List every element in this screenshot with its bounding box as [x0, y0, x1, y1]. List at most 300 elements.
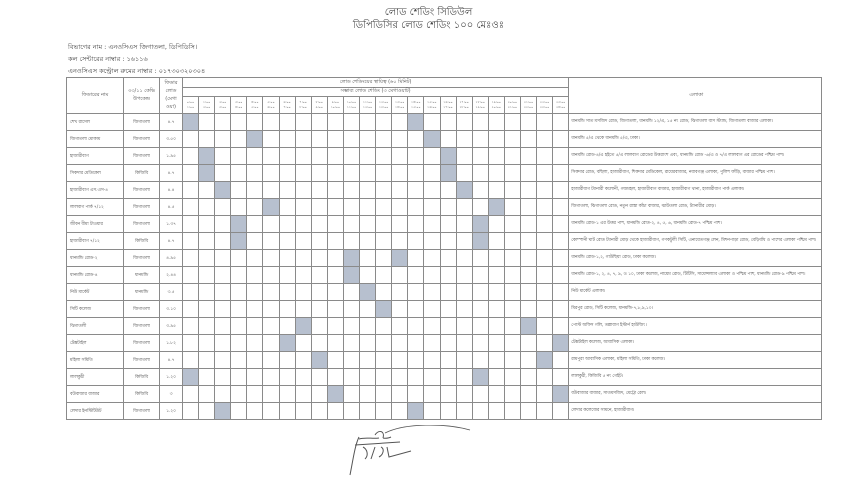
time-slot-header	[263, 97, 279, 114]
header-load: ফিডার লোড (মেগা ওয়া)	[160, 78, 183, 114]
shedding-slot	[520, 182, 536, 199]
shedding-slot	[520, 335, 536, 352]
shedding-slot	[440, 386, 456, 403]
shedding-slot	[504, 403, 520, 420]
shedding-slot	[343, 318, 359, 335]
shedding-slot	[424, 233, 440, 250]
feeder-load: ৩.৯৫	[160, 318, 183, 335]
shedding-slot	[408, 148, 424, 165]
shedding-slot	[456, 369, 472, 386]
table-row	[67, 199, 822, 216]
slot-end: ৬:০০	[267, 105, 275, 109]
shedding-slot	[488, 335, 504, 352]
slot-start: ২২:০০	[539, 100, 550, 104]
shedding-slot	[295, 250, 311, 267]
feeder-name: মহিলা সমিতি	[67, 352, 124, 369]
shedding-slot	[279, 199, 295, 216]
shedding-slot	[215, 386, 231, 403]
shedding-slot	[504, 182, 520, 199]
slot-start: ১৮:০০	[475, 100, 485, 104]
shedding-slot	[311, 131, 327, 148]
table-row	[67, 233, 822, 250]
feeder-name: লালবাগ পার্ক ৭/১২	[67, 199, 124, 216]
shedding-slot	[456, 335, 472, 352]
shedding-slot	[376, 318, 392, 335]
slot-end: ১৮:০০	[459, 105, 469, 109]
shedding-slot	[488, 369, 504, 386]
shedding-slot	[311, 335, 327, 352]
feeder-name: ঝিগাতলী	[67, 318, 124, 335]
area-description: লেদার কলেজের সামনে, হাজারীবাগ।	[569, 403, 822, 420]
slot-end: ১:০০	[186, 105, 195, 109]
shedding-slot	[311, 114, 327, 131]
shedding-slot	[553, 403, 569, 420]
shedding-slot	[392, 267, 408, 284]
shedding-slot	[263, 318, 279, 335]
shedding-slot	[327, 250, 343, 267]
slot-end: ২:০০	[202, 105, 211, 109]
area-description: সিকদার রোড, বছিলা, হাজারীবাগ, শিকদার মেডিকেল, রায়েরবাজার, নবাবগঞ্জ এলাকা, পুলিশ ফাঁড়ি, বাজার পশ্চিম পাশ।	[569, 165, 822, 182]
shedding-slot	[343, 233, 359, 250]
shedding-slot	[424, 267, 440, 284]
table-row	[67, 131, 822, 148]
feeder-name: জীবন বীমা টাওয়ার	[67, 216, 124, 233]
shedding-slot-active	[408, 114, 424, 131]
shedding-slot	[215, 131, 231, 148]
time-slot-header	[504, 97, 520, 114]
shedding-slot	[376, 182, 392, 199]
shedding-slot	[183, 250, 199, 267]
schedule-body	[67, 114, 822, 420]
shedding-slot-active	[231, 216, 247, 233]
shedding-slot	[504, 216, 520, 233]
shedding-slot	[537, 386, 553, 403]
shedding-slot	[392, 233, 408, 250]
shedding-slot	[311, 369, 327, 386]
shedding-slot	[456, 267, 472, 284]
shedding-slot	[456, 233, 472, 250]
shedding-slot	[295, 267, 311, 284]
shedding-slot-active	[215, 182, 231, 199]
feeder-name: শেখ রাসেল	[67, 114, 124, 131]
shedding-slot	[504, 233, 520, 250]
slot-end: ১৫:০০	[411, 105, 421, 109]
feeder-name: হাজারীবাগ এস.এস-৪	[67, 182, 124, 199]
shedding-slot-active	[183, 114, 199, 131]
time-slot-header	[392, 97, 408, 114]
shedding-slot	[327, 233, 343, 250]
table-row	[67, 250, 822, 267]
area-description: জিগাতলা, ঝিগাতলা রোড, নতুন রাস্তা কাঁচা বাজার, ঝাউতলা রোড, ট্যানারীর মোড়।	[569, 199, 822, 216]
shedding-slot	[199, 369, 215, 386]
shedding-slot	[231, 369, 247, 386]
shedding-slot	[343, 301, 359, 318]
area-description: ধানমন্ডি রোড-১, ২, ৪, ৭, ৯, ও ১০, ঢাকা কলেজ, নায়েম রোড, টিটিসি, সায়েন্সল্যাব এলাকা ও পশ্চিম পাশ, ধানমন্ডি রোড-৯ পশ্চিম পাশ।	[569, 267, 822, 284]
shedding-slot	[215, 114, 231, 131]
shedding-slot	[456, 148, 472, 165]
shedding-slot	[231, 267, 247, 284]
shedding-slot	[472, 335, 488, 352]
shedding-slot	[408, 386, 424, 403]
shedding-slot	[311, 318, 327, 335]
shedding-slot	[183, 403, 199, 420]
shedding-slot	[520, 369, 536, 386]
shedding-slot	[408, 250, 424, 267]
shedding-slot	[279, 301, 295, 318]
shedding-slot	[279, 318, 295, 335]
table-row	[67, 386, 822, 403]
shedding-slot	[231, 386, 247, 403]
shedding-slot	[199, 131, 215, 148]
slot-end: ১৪:০০	[395, 105, 405, 109]
feeder-name: সিটি কলেজ	[67, 301, 124, 318]
shedding-slot	[553, 148, 569, 165]
control-room-number: এনওসিএস কন্ট্রোল রুমের নাম্বার : ০১৭৩০৩২০৩০৪	[68, 67, 206, 75]
slot-end: ২৪:০০	[556, 105, 566, 109]
shedding-slot	[456, 165, 472, 182]
shedding-slot	[376, 165, 392, 182]
shedding-slot	[520, 267, 536, 284]
shedding-slot	[279, 165, 295, 182]
area-description: ধানমন্ডি রোড-১,২, গাউছিয়া রোড, ঢাকা কলেজ।	[569, 250, 822, 267]
shedding-slot	[537, 284, 553, 301]
shedding-slot	[537, 216, 553, 233]
shedding-slot	[360, 301, 376, 318]
shedding-slot	[247, 250, 263, 267]
time-slot-header	[279, 97, 295, 114]
shedding-slot	[488, 403, 504, 420]
shedding-slot	[263, 403, 279, 420]
slot-start: ৩:০০	[235, 100, 243, 104]
shedding-slot	[183, 165, 199, 182]
slot-start: ১৩:০০	[395, 100, 405, 104]
substation-name: কিজিবি	[124, 233, 160, 250]
slot-start: ১৫:০০	[427, 100, 437, 104]
shedding-slot-active	[327, 386, 343, 403]
shedding-slot	[504, 301, 520, 318]
area-description: কোম্পানী ঘাট রোড ট্যানারী মোড় থেকে হাজারীবাগ, গণকটুলী সিটি, এনায়েতগঞ্জ লেন, মিশনপাড়া রোড, বেড়িবাঁধ ও পাশের এলাকা পশ্চিম পাশ।	[569, 233, 822, 250]
shedding-slot-active	[343, 267, 359, 284]
shedding-slot-active	[279, 335, 295, 352]
slot-end: ২৩:০০	[539, 105, 550, 109]
shedding-slot	[408, 199, 424, 216]
shedding-slot	[488, 386, 504, 403]
shedding-slot	[520, 148, 536, 165]
shedding-slot	[311, 386, 327, 403]
feeder-load: ৪.৪	[160, 182, 183, 199]
shedding-slot	[520, 199, 536, 216]
slot-end: ৫:০০	[251, 105, 259, 109]
shedding-slot-active	[472, 233, 488, 250]
shedding-slot	[183, 182, 199, 199]
shedding-slot	[247, 386, 263, 403]
shedding-slot	[295, 148, 311, 165]
shedding-slot	[376, 335, 392, 352]
shedding-slot	[295, 216, 311, 233]
slot-end: ২১:০০	[507, 105, 518, 109]
shedding-slot	[376, 386, 392, 403]
slot-end: ১১:০০	[346, 105, 357, 109]
shedding-slot	[360, 165, 376, 182]
shedding-slot	[247, 182, 263, 199]
shedding-slot	[472, 386, 488, 403]
shedding-slot	[360, 114, 376, 131]
shedding-slot	[440, 216, 456, 233]
shedding-slot	[343, 335, 359, 352]
shedding-slot	[472, 250, 488, 267]
shedding-slot	[327, 148, 343, 165]
shedding-slot	[327, 335, 343, 352]
shedding-slot	[311, 233, 327, 250]
shedding-slot	[327, 199, 343, 216]
shedding-slot	[327, 352, 343, 369]
shedding-slot	[504, 148, 520, 165]
shedding-slot	[472, 284, 488, 301]
shedding-slot	[343, 369, 359, 386]
shedding-slot	[327, 301, 343, 318]
shedding-slot-active	[295, 318, 311, 335]
table-row	[67, 352, 822, 369]
substation-name: জিগাতলা	[124, 318, 160, 335]
feeder-name: ধানমন্ডি রোড-৪	[67, 267, 124, 284]
shedding-slot	[311, 250, 327, 267]
area-description: ধানমন্ডি রোড-৪/এ হইতে ৫/এ লালবাগ রোডের উত্তরাংশ এবং, ধানমন্ডি রোড -৬/এ ও ৭/এ লালবাগ এর রোডের পশ্চিম পাশ।	[569, 148, 822, 165]
shedding-slot	[247, 165, 263, 182]
shedding-slot	[215, 369, 231, 386]
shedding-slot	[279, 216, 295, 233]
load-shedding-table	[66, 77, 822, 420]
shedding-slot	[295, 369, 311, 386]
shedding-slot-active	[488, 199, 504, 216]
shedding-slot	[376, 131, 392, 148]
shedding-slot	[215, 284, 231, 301]
shedding-slot	[424, 335, 440, 352]
shedding-slot	[392, 284, 408, 301]
shedding-slot	[392, 403, 408, 420]
feeder-name: সিকদার মেডিকেল	[67, 165, 124, 182]
slot-end: ১৭:০০	[443, 105, 453, 109]
shedding-slot	[231, 352, 247, 369]
feeder-name: ধানমন্ডি রোড-২	[67, 250, 124, 267]
slot-start: ২৩:০০	[556, 100, 566, 104]
shedding-slot	[553, 250, 569, 267]
shedding-slot	[263, 216, 279, 233]
shedding-slot	[279, 386, 295, 403]
shedding-slot	[311, 267, 327, 284]
slot-start: ১২:০০	[378, 100, 389, 104]
shedding-slot	[504, 284, 520, 301]
shedding-slot	[183, 267, 199, 284]
shedding-slot	[456, 284, 472, 301]
shedding-slot	[537, 369, 553, 386]
time-slot-header	[537, 97, 553, 114]
time-slot-header	[520, 97, 536, 114]
feeder-load: ১.৯৫	[160, 148, 183, 165]
slot-end: ৯:০০	[315, 105, 323, 109]
substation-name: জিগাতলা	[124, 335, 160, 352]
shedding-slot	[231, 301, 247, 318]
substation-name: জিগাতলা	[124, 199, 160, 216]
shedding-slot	[553, 165, 569, 182]
shedding-slot	[456, 403, 472, 420]
shedding-slot	[215, 165, 231, 182]
shedding-slot	[343, 352, 359, 369]
shedding-slot	[472, 318, 488, 335]
shedding-slot	[520, 216, 536, 233]
shedding-slot	[440, 182, 456, 199]
shedding-slot	[440, 233, 456, 250]
shedding-slot	[472, 165, 488, 182]
time-slot-header	[215, 97, 231, 114]
slot-start: ১:০০	[202, 100, 211, 104]
shedding-slot	[215, 318, 231, 335]
header-feeder: ফিডারের নাম	[67, 78, 124, 114]
feeder-name: জিগাতলা মোকাম	[67, 131, 124, 148]
shedding-slot	[424, 284, 440, 301]
slot-end: ২০:০০	[491, 105, 502, 109]
feeder-name: লেদার ইনস্টিটিউট	[67, 403, 124, 420]
area-description: ধানমন্ডি সাত মসজিদ রোড, জিগাতলা, ধানমন্ডি ১২/এ, ১৫ নং রোড, ঝিগাতলা বাস স্ট্যান্ড, জিগাতলা বাজার এলাকা।	[569, 114, 822, 131]
shedding-slot	[520, 165, 536, 182]
table-row	[67, 216, 822, 233]
shedding-slot	[311, 301, 327, 318]
document-subtitle: ডিপিডিসির লোড শেডিং ১০০ মেঃওঃ	[352, 20, 505, 31]
shedding-slot	[311, 403, 327, 420]
slot-start: ৪:০০	[251, 100, 259, 104]
shedding-slot	[553, 284, 569, 301]
shedding-slot-active	[247, 131, 263, 148]
shedding-slot	[279, 131, 295, 148]
shedding-slot	[520, 131, 536, 148]
table-row	[67, 114, 822, 131]
shedding-slot	[504, 199, 520, 216]
feeder-load: ৩.১০	[160, 301, 183, 318]
shedding-slot	[343, 114, 359, 131]
shedding-slot	[553, 301, 569, 318]
shedding-slot	[327, 403, 343, 420]
shedding-slot	[553, 352, 569, 369]
shedding-slot	[295, 165, 311, 182]
time-slot-header	[199, 97, 215, 114]
shedding-slot	[215, 267, 231, 284]
shedding-slot	[295, 403, 311, 420]
shedding-slot	[360, 403, 376, 420]
shedding-slot	[424, 369, 440, 386]
slot-start: ৬:০০	[283, 100, 291, 104]
substation-name: জিগাতলা	[124, 403, 160, 420]
shedding-slot	[247, 199, 263, 216]
shedding-slot	[456, 114, 472, 131]
header-total-shedding: সম্ভাব্য লোড শেডিং (৩ মেগাওয়াট)	[183, 88, 569, 97]
table-row	[67, 165, 822, 182]
shedding-slot	[488, 148, 504, 165]
shedding-slot	[520, 386, 536, 403]
time-slot-header	[311, 97, 327, 114]
shedding-slot	[183, 233, 199, 250]
slot-end: ৪:০০	[235, 105, 243, 109]
shedding-slot	[183, 131, 199, 148]
shedding-slot	[472, 267, 488, 284]
shedding-slot	[183, 216, 199, 233]
shedding-slot	[440, 250, 456, 267]
slot-start: ৯:০০	[331, 100, 340, 104]
time-slot-header	[183, 97, 199, 114]
signature-icon	[345, 425, 485, 480]
shedding-slot	[183, 199, 199, 216]
substation-name: জিগাতলা	[124, 216, 160, 233]
time-slot-header	[327, 97, 343, 114]
shedding-slot	[343, 284, 359, 301]
shedding-slot	[392, 335, 408, 352]
shedding-slot	[247, 114, 263, 131]
shedding-slot	[456, 301, 472, 318]
shedding-slot-active	[311, 352, 327, 369]
call-center-number: কল সেন্টারের নাম্বার : ১৬১১৬	[68, 55, 148, 63]
substation-name: ধানমন্ডি	[124, 284, 160, 301]
shedding-slot	[504, 165, 520, 182]
shedding-slot	[488, 182, 504, 199]
shedding-slot	[553, 199, 569, 216]
shedding-slot	[311, 148, 327, 165]
feeder-load: ৪.৭	[160, 233, 183, 250]
shedding-slot	[392, 199, 408, 216]
feeder-name: নিউ মার্কেট	[67, 284, 124, 301]
shedding-slot	[376, 284, 392, 301]
shedding-slot	[311, 216, 327, 233]
shedding-slot	[504, 386, 520, 403]
shedding-slot	[183, 148, 199, 165]
shedding-slot	[183, 284, 199, 301]
shedding-slot	[537, 165, 553, 182]
shedding-slot	[424, 250, 440, 267]
shedding-slot	[360, 267, 376, 284]
slot-end: ১০:০০	[330, 105, 341, 109]
shedding-slot	[247, 148, 263, 165]
shedding-slot	[488, 233, 504, 250]
shedding-slot	[295, 199, 311, 216]
shedding-slot	[199, 182, 215, 199]
shedding-slot	[215, 233, 231, 250]
shedding-slot	[343, 131, 359, 148]
time-slot-header	[360, 97, 376, 114]
shedding-slot	[456, 386, 472, 403]
feeder-load: ৩.৫	[160, 284, 183, 301]
time-slot-header	[440, 97, 456, 114]
substation-name: জিগাতলা	[124, 352, 160, 369]
shedding-slot	[183, 386, 199, 403]
shedding-slot-active	[263, 199, 279, 216]
shedding-slot	[231, 335, 247, 352]
shedding-slot	[537, 335, 553, 352]
shedding-slot	[376, 352, 392, 369]
shedding-slot	[183, 301, 199, 318]
shedding-slot	[183, 335, 199, 352]
shedding-slot	[456, 199, 472, 216]
shedding-slot	[343, 182, 359, 199]
shedding-slot	[231, 114, 247, 131]
time-slot-header	[472, 97, 488, 114]
feeder-load: ৩.৫০	[160, 131, 183, 148]
shedding-slot	[279, 284, 295, 301]
shedding-slot	[488, 114, 504, 131]
shedding-slot	[215, 216, 231, 233]
slot-start: ১৪:০০	[411, 100, 421, 104]
shedding-slot	[537, 131, 553, 148]
time-slot-header	[231, 97, 247, 114]
shedding-slot-active	[520, 318, 536, 335]
shedding-slot	[472, 352, 488, 369]
shedding-slot	[263, 131, 279, 148]
